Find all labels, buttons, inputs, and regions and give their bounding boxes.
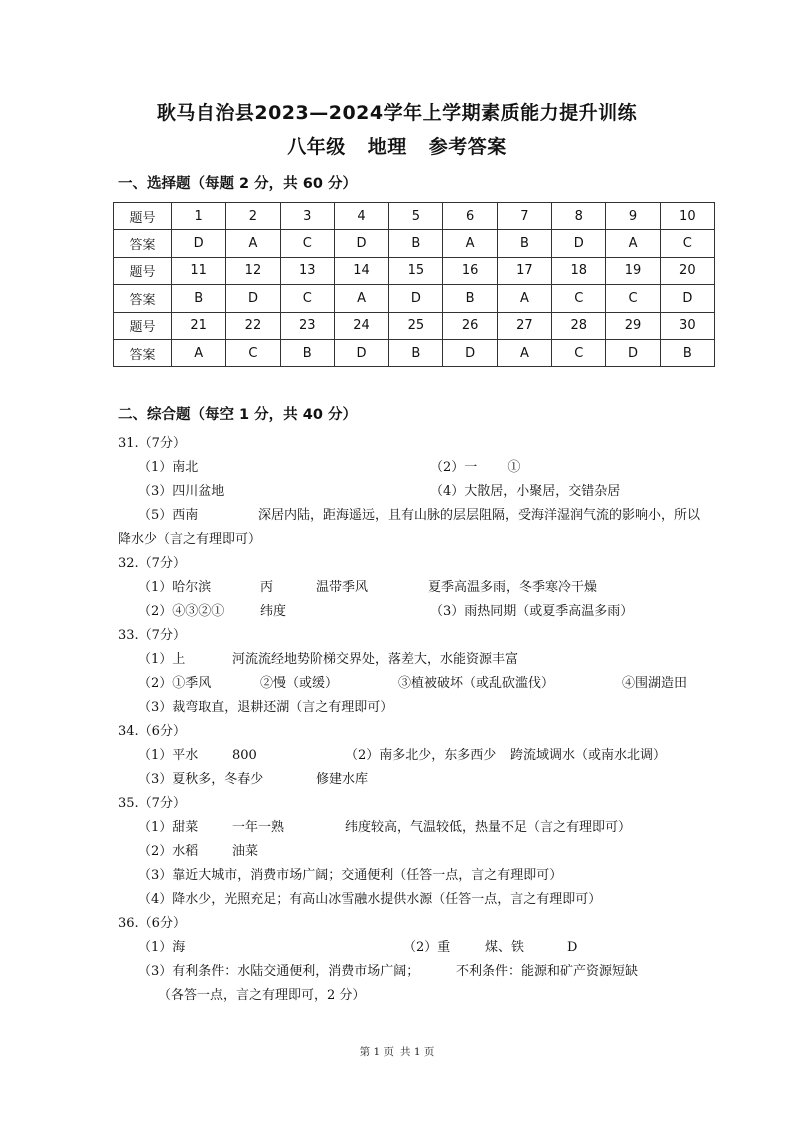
question-number-cell: 15: [389, 257, 443, 284]
q31-answer-1: （1）南北: [138, 460, 199, 475]
q31-answer-5-text: 深居内陆，距海遥远，且有山脉的层层阻隔，受海洋湿润气流的影响小，所以: [258, 508, 701, 523]
page-number: 第 1 页: [359, 1046, 394, 1058]
question-number-cell: 11: [172, 257, 226, 284]
q31-answer-5-cont: 降水少（言之有理即可）: [118, 532, 262, 547]
answer-cell: B: [389, 339, 443, 366]
q34-answer-3-b: 修建水库: [316, 772, 369, 787]
question-number-cell: 2: [226, 203, 280, 230]
row-label-question: 题号: [114, 257, 172, 284]
q34-answer-2-b: 跨流域调水（或南水北调）: [510, 748, 667, 763]
answer-cell: B: [660, 339, 714, 366]
q32-answer-1-c: 温带季风: [316, 580, 369, 595]
answer-cell: A: [606, 230, 660, 257]
answer-row: [114, 285, 715, 312]
q32-header: 32.（7分）: [118, 556, 186, 571]
question-number-cell: 20: [660, 257, 714, 284]
answer-cell: D: [389, 285, 443, 312]
q36-answer-2-c: D: [567, 940, 578, 955]
answer-cell: D: [334, 230, 388, 257]
answer-cell: D: [660, 285, 714, 312]
q34-answer-1-b: 800: [232, 748, 257, 763]
answer-cell: C: [552, 339, 606, 366]
row-label-question: 题号: [114, 312, 172, 339]
q33-answer-3: （3）裁弯取直，退耕还湖（言之有理即可）: [138, 700, 394, 715]
answer-cell: B: [172, 285, 226, 312]
answer-cell: C: [552, 285, 606, 312]
answer-row: [114, 339, 715, 366]
answer-cell: D: [443, 339, 497, 366]
question-number-cell: 10: [660, 203, 714, 230]
question-number-cell: 1: [172, 203, 226, 230]
question-number-cell: 12: [226, 257, 280, 284]
question-number-cell: 24: [334, 312, 388, 339]
question-number-row: [114, 257, 715, 284]
q36-header: 36.（6分）: [118, 916, 186, 931]
q31-header: 31.（7分）: [118, 436, 186, 451]
answer-cell: A: [226, 230, 280, 257]
answer-cell: D: [334, 339, 388, 366]
q31-answer-2: （2）一 ①: [430, 460, 521, 475]
question-number-cell: 16: [443, 257, 497, 284]
answer-cell: A: [334, 285, 388, 312]
answer-cell: B: [280, 339, 334, 366]
question-number-cell: 5: [389, 203, 443, 230]
q35-answer-1-b: 一年一熟: [232, 820, 285, 835]
question-number-cell: 6: [443, 203, 497, 230]
q32-answer-1-d: 夏季高温多雨，冬季寒冷干燥: [428, 580, 598, 595]
question-number-cell: 29: [606, 312, 660, 339]
q35-header: 35.（7分）: [118, 796, 186, 811]
answer-cell: B: [389, 230, 443, 257]
section2-heading: 二、综合题（每空 1 分，共 40 分）: [118, 407, 357, 423]
question-number-cell: 7: [497, 203, 551, 230]
q33-answer-2-d: ④围湖造田: [622, 676, 688, 691]
question-number-cell: 3: [280, 203, 334, 230]
q32-answer-1-b: 丙: [260, 580, 274, 595]
q36-answer-3-note: （各答一点，言之有理即可，2 分）: [158, 988, 366, 1003]
question-number-cell: 28: [552, 312, 606, 339]
q32-answer-2-b: 纬度: [260, 604, 287, 619]
answer-cell: A: [443, 230, 497, 257]
question-number-cell: 4: [334, 203, 388, 230]
q34-header: 34.（6分）: [118, 724, 186, 739]
doc-type-label: 参考答案: [428, 136, 507, 158]
answer-cell: C: [226, 339, 280, 366]
answer-cell: C: [280, 230, 334, 257]
q33-answer-2-b: ②慢（或缓）: [260, 676, 339, 691]
question-number-cell: 22: [226, 312, 280, 339]
q31-answer-5-label: （5）西南: [138, 508, 199, 523]
q33-answer-1-b: 河流流经地势阶梯交界处，落差大，水能资源丰富: [232, 652, 519, 667]
subject-label: 地理: [367, 136, 407, 158]
q33-answer-2-c: ③植被破坏（或乱砍滥伐）: [398, 676, 555, 691]
answer-cell: A: [497, 339, 551, 366]
q36-answer-2-b: 煤、铁: [485, 940, 525, 955]
grade-label: 八年级: [287, 136, 346, 158]
answer-cell: B: [443, 285, 497, 312]
row-label-question: 题号: [114, 203, 172, 230]
q32-answer-3: （3）雨热同期（或夏季高温多雨）: [430, 604, 634, 619]
q32-answer-1-label: （1）哈尔滨: [138, 580, 212, 595]
row-label-answer: 答案: [114, 339, 172, 366]
answer-cell: B: [497, 230, 551, 257]
q35-answer-3: （3）靠近大城市，消费市场广阔；交通便利（任答一点，言之有理即可）: [138, 868, 563, 883]
q35-answer-1-label: （1）甜菜: [138, 820, 199, 835]
question-number-cell: 19: [606, 257, 660, 284]
q33-answer-2-label: （2）①季风: [138, 676, 212, 691]
q36-answer-3-label: （3）有利条件：水陆交通便利，消费市场广阔；: [138, 964, 420, 979]
row-label-answer: 答案: [114, 285, 172, 312]
q34-answer-1-label: （1）平水: [138, 748, 199, 763]
question-number-cell: 13: [280, 257, 334, 284]
answer-cell: D: [172, 230, 226, 257]
question-number-cell: 9: [606, 203, 660, 230]
q35-answer-1-c: 纬度较高，气温较低，热量不足（言之有理即可）: [345, 820, 632, 835]
answer-cell: C: [660, 230, 714, 257]
document-title: 耿马自治县2023—2024学年上学期素质能力提升训练: [156, 102, 638, 124]
section1-heading: 一、选择题（每题 2 分，共 60 分）: [118, 176, 357, 192]
answer-row: [114, 230, 715, 257]
q35-answer-2-label: （2）水稻: [138, 844, 199, 859]
question-number-cell: 17: [497, 257, 551, 284]
question-number-cell: 25: [389, 312, 443, 339]
q35-answer-2-b: 油菜: [232, 844, 259, 859]
answer-cell: A: [172, 339, 226, 366]
question-number-cell: 26: [443, 312, 497, 339]
q31-answer-3: （3）四川盆地: [138, 484, 225, 499]
q34-answer-2-label: （2）南多北少，东多西少: [345, 748, 497, 763]
question-number-row: [114, 312, 715, 339]
question-number-cell: 30: [660, 312, 714, 339]
question-number-cell: 21: [172, 312, 226, 339]
q31-answer-4: （4）大散居，小聚居，交错杂居: [430, 484, 621, 499]
q35-answer-4: （4）降水少，光照充足；有高山冰雪融水提供水源（任答一点，言之有理即可）: [138, 892, 602, 907]
q33-header: 33.（7分）: [118, 628, 186, 643]
page-footer: [0, 1044, 794, 1059]
answer-cell: C: [606, 285, 660, 312]
q36-answer-3-b: 不利条件：能源和矿产资源短缺: [456, 964, 639, 979]
answer-cell: D: [226, 285, 280, 312]
answer-cell: A: [497, 285, 551, 312]
question-number-cell: 23: [280, 312, 334, 339]
q36-answer-2-label: （2）重: [403, 940, 451, 955]
answer-cell: D: [606, 339, 660, 366]
answer-table: [113, 202, 715, 367]
q32-answer-2-label: （2）④③②①: [138, 604, 225, 619]
answer-cell: D: [552, 230, 606, 257]
q33-answer-1-label: （1）上: [138, 652, 186, 667]
question-number-cell: 14: [334, 257, 388, 284]
question-number-cell: 27: [497, 312, 551, 339]
question-number-cell: 18: [552, 257, 606, 284]
answer-cell: C: [280, 285, 334, 312]
document-subtitle: [0, 132, 794, 159]
question-number-cell: 8: [552, 203, 606, 230]
q36-answer-1: （1）海: [138, 940, 186, 955]
page-total: 共 1 页: [400, 1046, 435, 1058]
question-number-row: [114, 203, 715, 230]
row-label-answer: 答案: [114, 230, 172, 257]
q34-answer-3-label: （3）夏秋多，冬春少: [138, 772, 264, 787]
